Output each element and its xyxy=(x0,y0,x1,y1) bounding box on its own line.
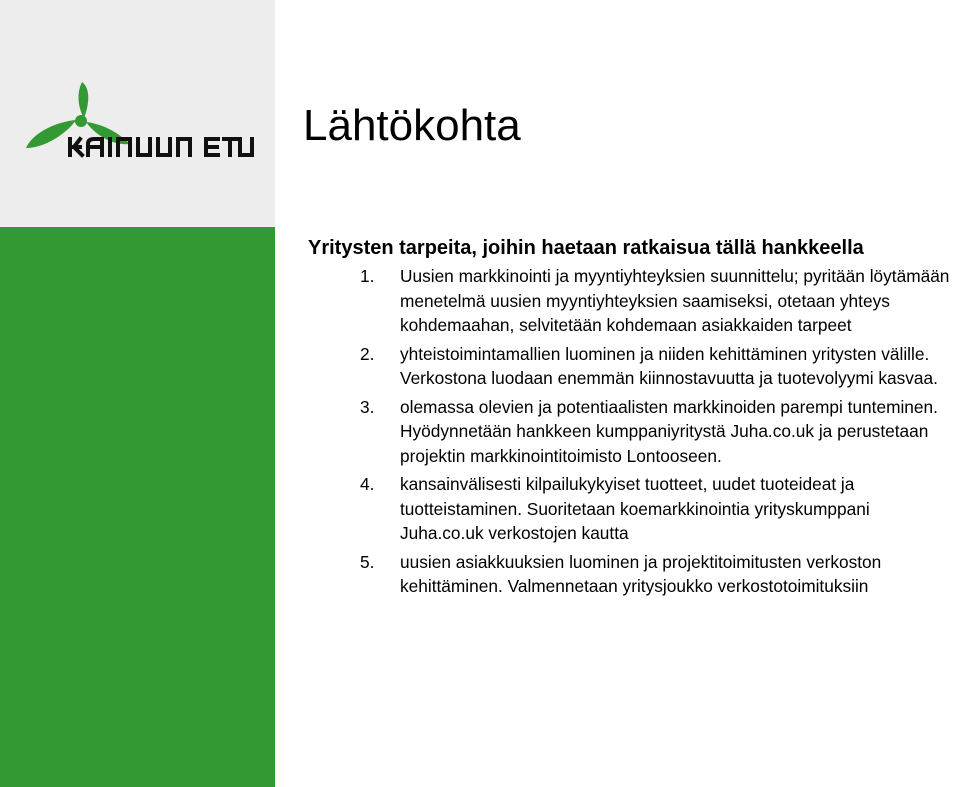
item-number: 5. xyxy=(360,551,375,572)
list-item xyxy=(360,472,955,546)
item-number: 1. xyxy=(360,266,375,286)
needs-list xyxy=(360,264,955,603)
item-text: olemassa olevien ja potentiaalisten markkinoiden parempi tunteminen. Hyödynnetään hankkeen kumppaniyritystä Juha.co.uk ja perustetaan projektin markkinointitoimisto Lontooseen. xyxy=(400,396,938,466)
page-title: Lähtökohta xyxy=(303,101,521,150)
item-text: yhteistoimintamallien luominen ja niiden kehittäminen yritysten välille. Verkostona luodaan enemmän kiinnostavuutta ja tuotevolyymi kasvaa. xyxy=(400,343,938,388)
green-sidebar xyxy=(0,227,275,787)
item-number: 3. xyxy=(360,396,375,417)
list-item xyxy=(360,395,955,469)
item-number: 2. xyxy=(360,343,375,364)
list-item xyxy=(360,342,955,391)
item-text: uusien asiakkuuksien luominen ja projektitoimitusten verkoston kehittäminen. Valmennetaan yritysjoukko verkostotoimituksiin xyxy=(400,551,882,596)
item-text: kansainvälisesti kilpailukykyiset tuotteet, uudet tuoteideat ja tuotteistaminen. Suoritetaan koemarkkinointia yrityskumppani Juha.co.uk verkostojen kautta xyxy=(400,474,870,543)
item-number: 4. xyxy=(360,474,375,494)
list-item xyxy=(360,264,955,338)
subtitle: Yritysten tarpeita, joihin haetaan ratkaisua tällä hankkeella xyxy=(308,237,864,259)
logo-wordmark xyxy=(66,134,254,160)
logo-panel xyxy=(0,0,275,227)
list-item xyxy=(360,550,955,599)
item-text: Uusien markkinointi ja myyntiyhteyksien suunnittelu; pyritään löytämään menetelmä uusien myyntiyhteyksien saamiseksi, otetaan yhteys kohdemaahan, selvitetään kohdemaan asiakkaiden tarpeet xyxy=(400,266,950,335)
